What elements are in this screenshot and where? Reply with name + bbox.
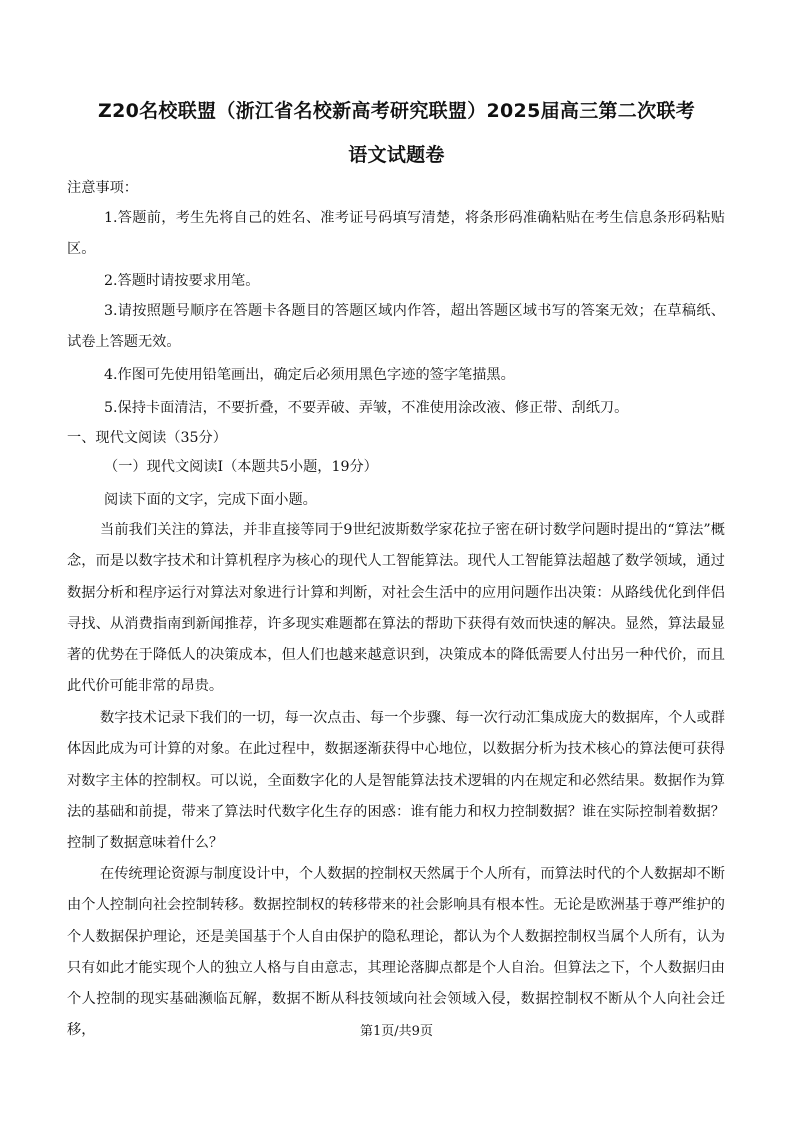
- passage-paragraph-1: 当前我们关注的算法，并非直接等同于9世纪波斯数学家花拉子密在研讨数学问题时提出的“算法”概念，而是以数字技术和计算机程序为核心的现代人工智能算法。现代人工智能算法超越了数学领域，通过数据分析和程序运行对算法对象进行计算和判断，对社会生活中的应用问题作出决策：从路线优化到伴侣寻找、从消费指南到新闻推荐，许多现实难题都在算法的帮助下获得有效而快速的解决。显然，算法最显著的优势在于降低人的决策成本，但人们也越来越意识到，决策成本的降低需要人付出另一种代价，而且此代价可能非常的昂贵。: [67, 522, 725, 695]
- section-heading: 一、现代文阅读（35分）: [67, 430, 227, 446]
- passage-paragraph-2: 数字技术记录下我们的一切，每一次点击、每一个步骤、每一次行动汇集成庞大的数据库，个人或群体因此成为可计算的对象。在此过程中，数据逐渐获得中心地位，以数据分析为技术核心的算法便可获得对数字主体的控制权。可以说，全面数字化的人是智能算法技术逻辑的内在规定和必然结果。数据作为算法的基础和前提，带来了算法时代数字化生存的困惑：谁有能力和权力控制数据？谁在实际控制着数据？控制了数据意味着什么？: [67, 710, 725, 852]
- exam-title: Z20名校联盟（浙江省名校新高考研究联盟）2025届高三第二次联考: [98, 100, 695, 122]
- section-subheading: （一）现代文阅读Ⅰ（本题共5小题，19分）: [104, 459, 378, 475]
- notice-item-5: 5.保持卡面清洁，不要折叠，不要弄破、弄皱，不准使用涂改液、修正带、刮纸刀。: [104, 400, 629, 416]
- exam-subject-title: 语文试题卷: [348, 144, 445, 166]
- notice-heading: 注意事项：: [67, 180, 138, 196]
- reading-instruction: 阅读下面的文字，完成下面小题。: [104, 492, 317, 508]
- passage-paragraph-3: 在传统理论资源与制度设计中，个人数据的控制权天然属于个人所有，而算法时代的个人数据却不断由个人控制向社会控制转移。数据控制权的转移带来的社会影响具有根本性。无论是欧洲基于尊严维护的个人数据保护理论，还是美国基于个人自由保护的隐私理论，都认为个人数据控制权当属个人所有，认为只有如此才能实现个人的独立人格与自由意志，其理论落脚点都是个人自治。但算法之下，个人数据归由个人控制的现实基础濒临瓦解，数据不断从科技领域向社会领域入侵，数据控制权不断从个人向社会迁移，: [67, 866, 725, 1039]
- notice-item-2: 2.答题时请按要求用笔。: [104, 273, 260, 289]
- notice-item-4: 4.作图可先使用铅笔画出，确定后必须用黑色字迹的签字笔描黑。: [104, 367, 515, 383]
- notice-item-1: 1.答题前，考生先将自己的姓名、准考证号码填写清楚，将条形码准确粘贴在考生信息条形码粘贴区。: [67, 210, 725, 258]
- page-number: 第1页/共9页: [360, 1024, 433, 1039]
- notice-item-3: 3.请按照题号顺序在答题卡各题目的答题区域内作答，超出答题区域书写的答案无效；在草稿纸、试卷上答题无效。: [67, 303, 725, 351]
